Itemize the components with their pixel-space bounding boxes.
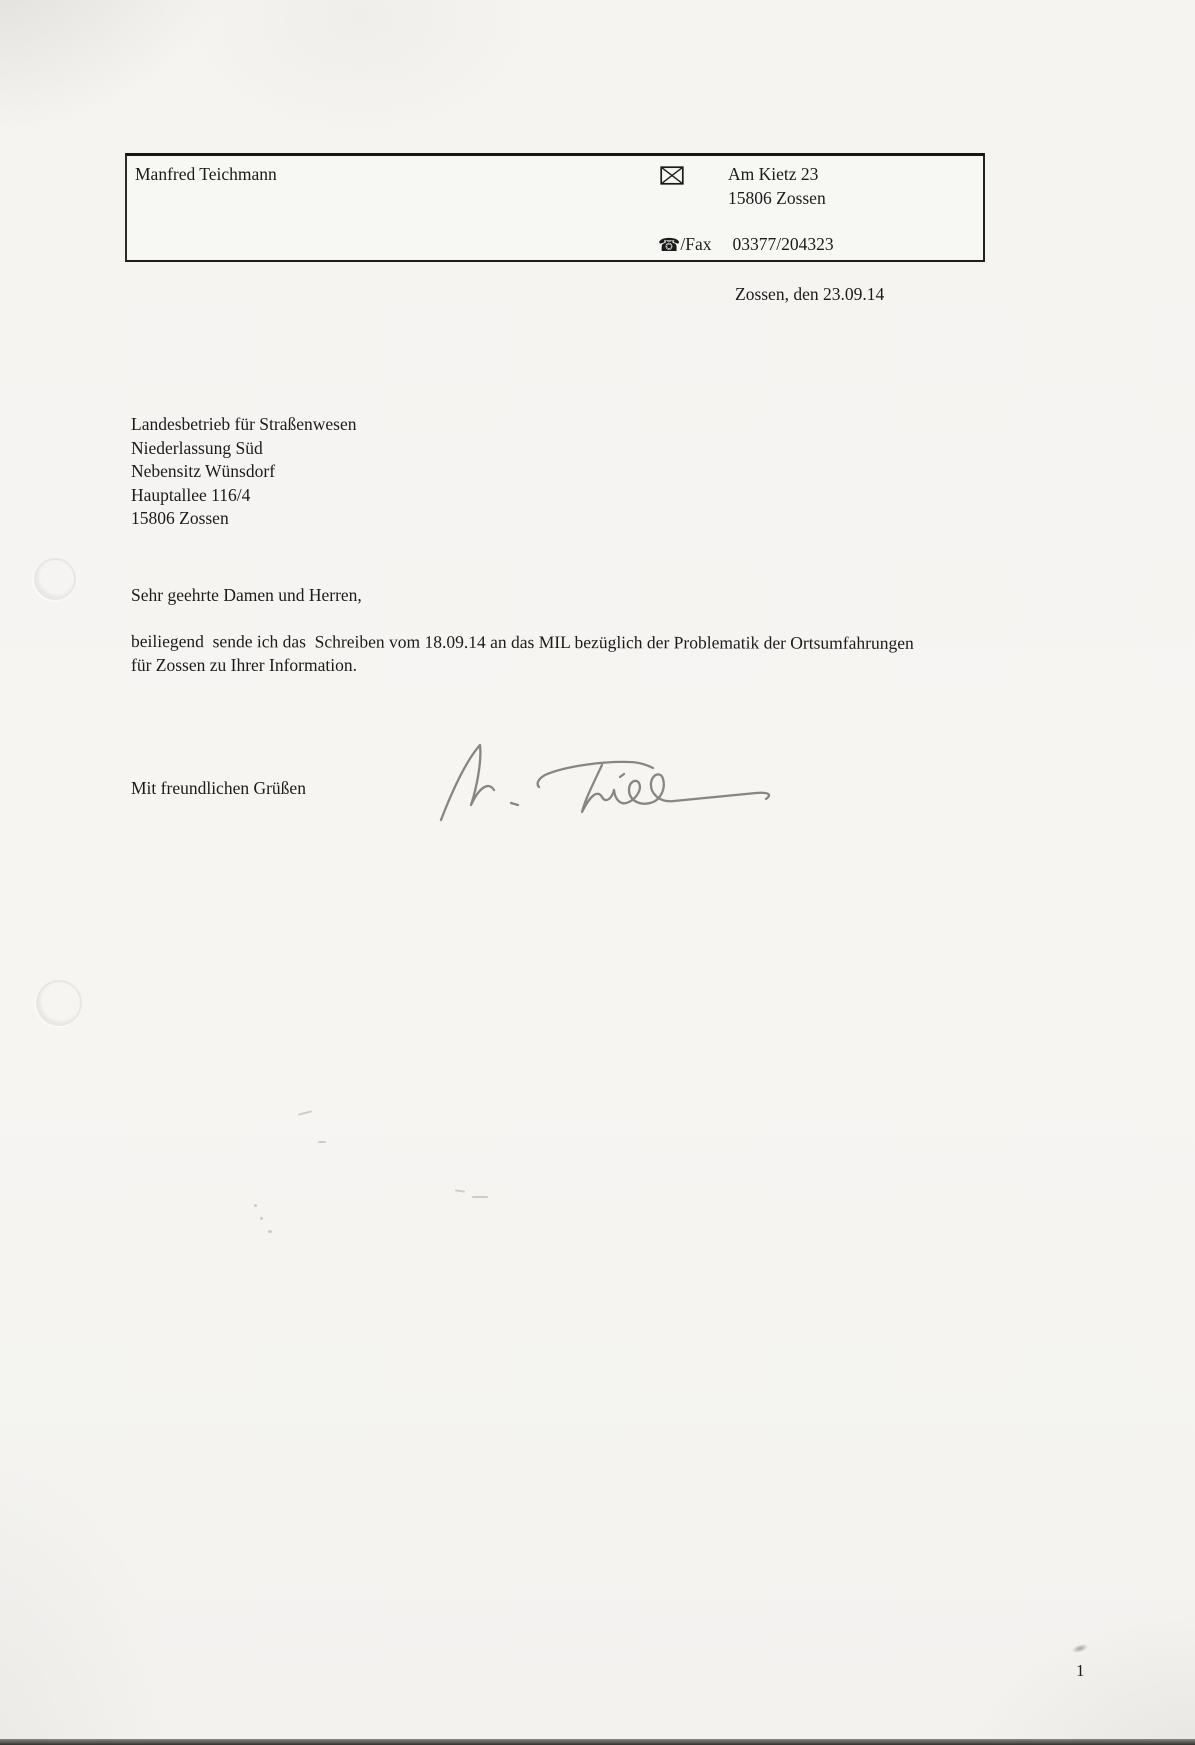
recipient-line: Hauptallee 116/4: [131, 484, 251, 505]
body-text-line-2: für Zossen zu Ihrer Information.: [131, 655, 357, 675]
salutation: Sehr geehrte Damen und Herren,: [131, 585, 362, 605]
scan-artifact: [455, 1189, 465, 1192]
recipient-line: Landesbetrieb für Straßenwesen: [131, 414, 357, 434]
date-line: Zossen, den 23.09.14: [735, 284, 885, 304]
sender-street: Am Kietz 23: [728, 164, 819, 184]
ink-smudge: [1069, 1641, 1091, 1656]
scan-artifact: [254, 1204, 257, 1207]
recipient-address-block: [131, 413, 356, 531]
scan-artifact: [318, 1141, 326, 1143]
scan-artifact: [260, 1217, 263, 1220]
scan-artifact: [298, 1110, 312, 1115]
telephone-icon: ☎: [658, 235, 681, 256]
recipient-line: Nebensitz Wünsdorf: [131, 461, 276, 481]
phone-fax-number: 03377/204323: [732, 234, 834, 254]
page-number: 1: [1076, 1661, 1085, 1680]
sender-name: Manfred Teichmann: [135, 164, 277, 184]
handwritten-signature: [415, 732, 787, 829]
scan-bottom-edge: [0, 1739, 1195, 1745]
sender-city: 15806 Zossen: [728, 188, 826, 208]
phone-fax-row: [658, 233, 834, 257]
scan-artifact: [472, 1196, 488, 1198]
recipient-line: 15806 Zossen: [131, 508, 229, 528]
recipient-line: Niederlassung Süd: [131, 437, 263, 458]
sender-header-box: [125, 153, 985, 262]
hole-punch: [34, 558, 76, 600]
body-text-line-1: beiliegend sende ich das Schreiben vom 18.09.14 an das MIL bezüglich der Problematik der Ortsumfahrungen: [130, 631, 914, 653]
phone-fax-label: /Fax: [680, 234, 712, 254]
closing-phrase: Mit freundlichen Grüßen: [131, 778, 306, 798]
envelope-icon: [660, 166, 684, 190]
hole-punch: [36, 980, 82, 1026]
scan-artifact: [268, 1230, 272, 1233]
